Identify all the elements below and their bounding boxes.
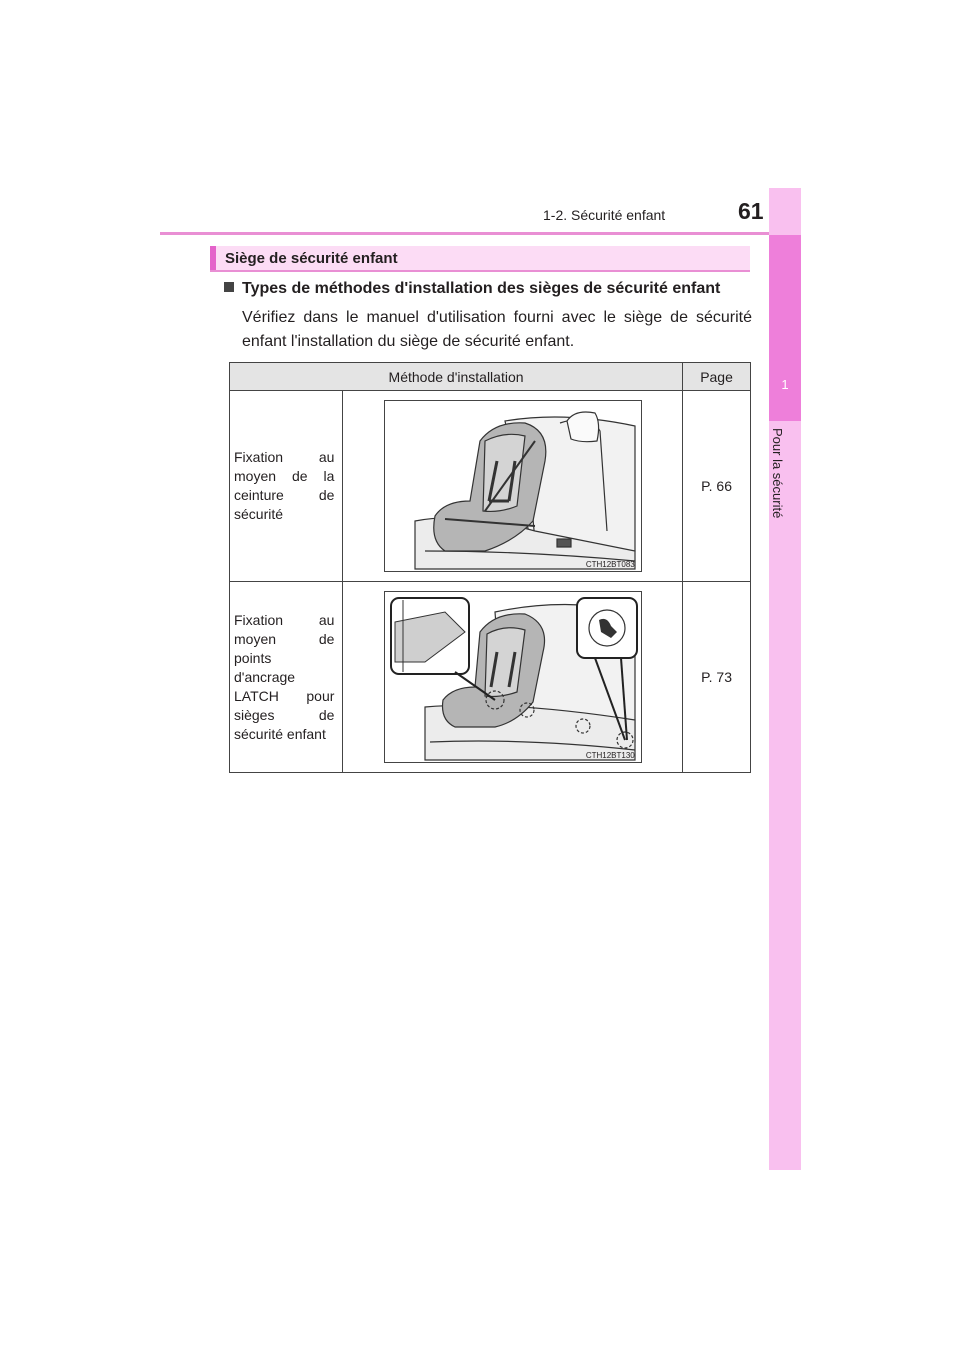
- seatbelt-child-seat-drawing: [385, 401, 641, 571]
- table-row: [230, 391, 751, 582]
- column-header-page: Page: [683, 363, 751, 391]
- subheading-text: Types de méthodes d'installation des sièges de sécurité enfant: [242, 280, 721, 297]
- intro-paragraph: Vérifiez dans le manuel d'utilisation fourni avec le siège de sécurité enfant l'installation du siège de sécurité enfant.: [242, 309, 752, 350]
- subheading: [224, 280, 720, 298]
- figure-code: CTH12BT083: [585, 560, 635, 569]
- latch-child-seat-illustration: [384, 591, 642, 763]
- side-tab-active-chapter[interactable]: [769, 235, 801, 421]
- figure-cell: [343, 582, 683, 773]
- page-reference[interactable]: P. 73: [683, 582, 751, 773]
- side-tab-chapter-number: 1: [781, 377, 789, 392]
- method-cell: Fixation au moyen de points d'ancrage LATCH pour sièges de sécurité enfant: [230, 582, 343, 773]
- column-header-method: Méthode d'installation: [230, 363, 683, 391]
- heading-accent-bar: [210, 246, 216, 270]
- latch-child-seat-drawing: [385, 592, 641, 762]
- section-heading-box: [210, 246, 750, 272]
- side-tab-chapter-label: Pour la sécurité: [770, 428, 785, 519]
- page-number: 61: [738, 198, 764, 224]
- method-cell: Fixation au moyen de la ceinture de sécurité: [230, 391, 343, 582]
- section-title: 1-2. Sécurité enfant: [543, 207, 666, 223]
- table-row: [230, 582, 751, 773]
- square-bullet-icon: [224, 282, 234, 292]
- header-rule: [160, 232, 800, 235]
- page-reference[interactable]: P. 66: [683, 391, 751, 582]
- table-header-row: [230, 363, 751, 391]
- figure-code: CTH12BT130: [585, 751, 635, 760]
- installation-methods-table: [229, 362, 751, 773]
- seatbelt-child-seat-illustration: [384, 400, 642, 572]
- section-heading: Siège de sécurité enfant: [225, 250, 398, 267]
- figure-cell: [343, 391, 683, 582]
